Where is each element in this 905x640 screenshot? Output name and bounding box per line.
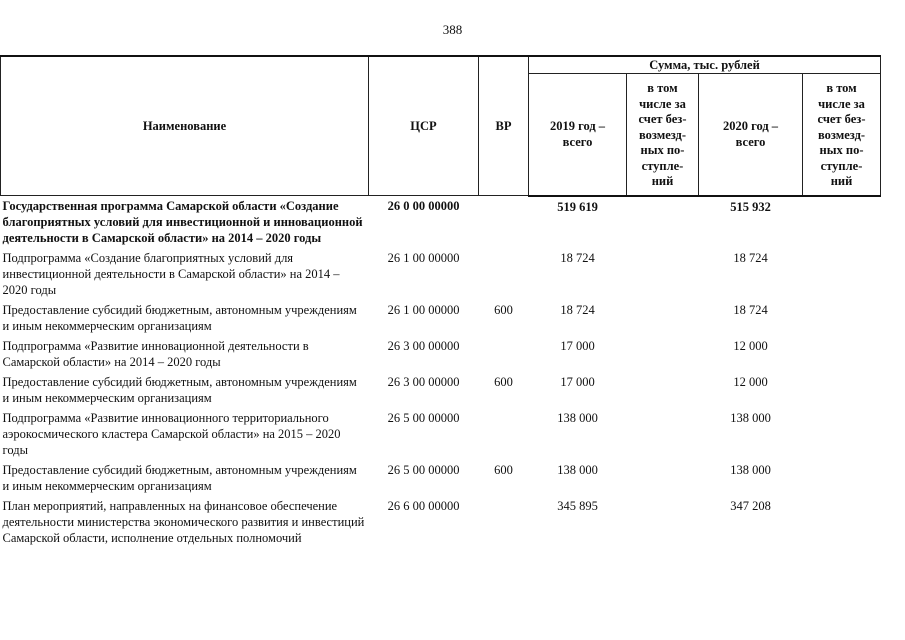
row-name: Предоставление субсидий бюджетным, автономным учреждениям и иным некоммерческим организациям (2, 303, 357, 333)
row-name: Предоставление субсидий бюджетным, автономным учреждениям и иным некоммерческим организациям (2, 375, 357, 405)
row-gratis-2019 (627, 408, 699, 460)
row-csr: 26 3 00 00000 (387, 375, 460, 389)
row-gratis-2020 (803, 196, 881, 249)
row-gratis-2020 (803, 248, 881, 300)
row-csr: 26 5 00 00000 (387, 411, 460, 425)
row-total-2020: 138 000 (730, 411, 771, 425)
row-total-2020: 12 000 (733, 375, 768, 389)
page-number: 388 (442, 22, 463, 37)
header-gratis-2020: в том числе за счет без- возмезд- ных по- ступле- ний (803, 74, 881, 196)
row-gratis-2019 (627, 496, 699, 548)
row-total-2020: 138 000 (730, 463, 771, 477)
header-gratis-2019: в том числе за счет без- возмезд- ных по- ступле- ний (627, 74, 699, 196)
row-gratis-2020 (803, 496, 881, 548)
row-vr (479, 496, 529, 548)
row-total-2019: 519 619 (557, 199, 598, 214)
table-body (1, 196, 881, 549)
row-gratis-2019 (627, 460, 699, 496)
row-gratis-2020 (803, 336, 881, 372)
header-vr: ВР (479, 56, 529, 196)
row-total-2019: 138 000 (557, 411, 598, 425)
table-row (1, 196, 881, 249)
table-row (1, 460, 881, 496)
row-csr: 26 0 00 00000 (387, 199, 460, 213)
row-gratis-2020 (803, 300, 881, 336)
row-gratis-2020 (803, 372, 881, 408)
row-gratis-2019 (627, 336, 699, 372)
row-name: Подпрограмма «Создание благоприятных условий для инвестиционной деятельности в Самарской области» на 2014 – 2020 годы (2, 251, 340, 297)
row-gratis-2019 (627, 300, 699, 336)
row-total-2019: 18 724 (560, 303, 595, 317)
row-total-2019: 17 000 (560, 375, 595, 389)
row-total-2019: 17 000 (560, 339, 595, 353)
row-gratis-2020 (803, 460, 881, 496)
row-vr: 600 (494, 463, 513, 477)
row-vr: 600 (494, 375, 513, 389)
row-total-2020: 347 208 (730, 499, 771, 513)
row-csr: 26 5 00 00000 (387, 463, 460, 477)
table-row (1, 300, 881, 336)
row-vr (479, 248, 529, 300)
row-name: Государственная программа Самарской области «Создание благоприятных условий для инвестиционной и инновационной деятельности в Самарской области» на 2014 – 2020 годы (2, 199, 363, 245)
header-total-2019: 2019 год – всего (529, 74, 627, 196)
row-csr: 26 3 00 00000 (387, 339, 460, 353)
row-total-2019: 345 895 (557, 499, 598, 513)
row-vr (479, 408, 529, 460)
row-name: План мероприятий, направленных на финансовое обеспечение деятельности министерства экономического развития и инвестиций Самарской области, исполнение отдельных полномочий (2, 499, 365, 545)
table-row (1, 496, 881, 548)
table-row (1, 408, 881, 460)
row-gratis-2019 (627, 248, 699, 300)
row-csr: 26 1 00 00000 (387, 251, 460, 265)
row-total-2020: 18 724 (733, 251, 768, 265)
header-sum-group: Сумма, тыс. рублей (529, 56, 881, 74)
budget-table (0, 55, 881, 548)
row-total-2020: 12 000 (733, 339, 768, 353)
table-row (1, 372, 881, 408)
row-total-2019: 18 724 (560, 251, 595, 265)
row-name: Подпрограмма «Развитие инновационного территориального аэрокосмического кластера Самарской области» на 2015 – 2020 годы (2, 411, 341, 457)
header-total-2020: 2020 год – всего (699, 74, 803, 196)
header-name: Наименование (1, 56, 369, 196)
row-total-2020: 515 932 (730, 199, 771, 214)
row-total-2019: 138 000 (557, 463, 598, 477)
row-gratis-2019 (627, 196, 699, 249)
row-csr: 26 1 00 00000 (387, 303, 460, 317)
row-name: Предоставление субсидий бюджетным, автономным учреждениям и иным некоммерческим организациям (2, 463, 357, 493)
table-row (1, 336, 881, 372)
row-vr (479, 196, 529, 249)
row-gratis-2019 (627, 372, 699, 408)
row-gratis-2020 (803, 408, 881, 460)
table-row (1, 248, 881, 300)
row-name: Подпрограмма «Развитие инновационной деятельности в Самарской области» на 2014 – 2020 годы (2, 339, 309, 369)
row-total-2020: 18 724 (733, 303, 768, 317)
row-vr: 600 (494, 303, 513, 317)
header-csr: ЦСР (369, 56, 479, 196)
row-vr (479, 336, 529, 372)
row-csr: 26 6 00 00000 (387, 499, 460, 513)
